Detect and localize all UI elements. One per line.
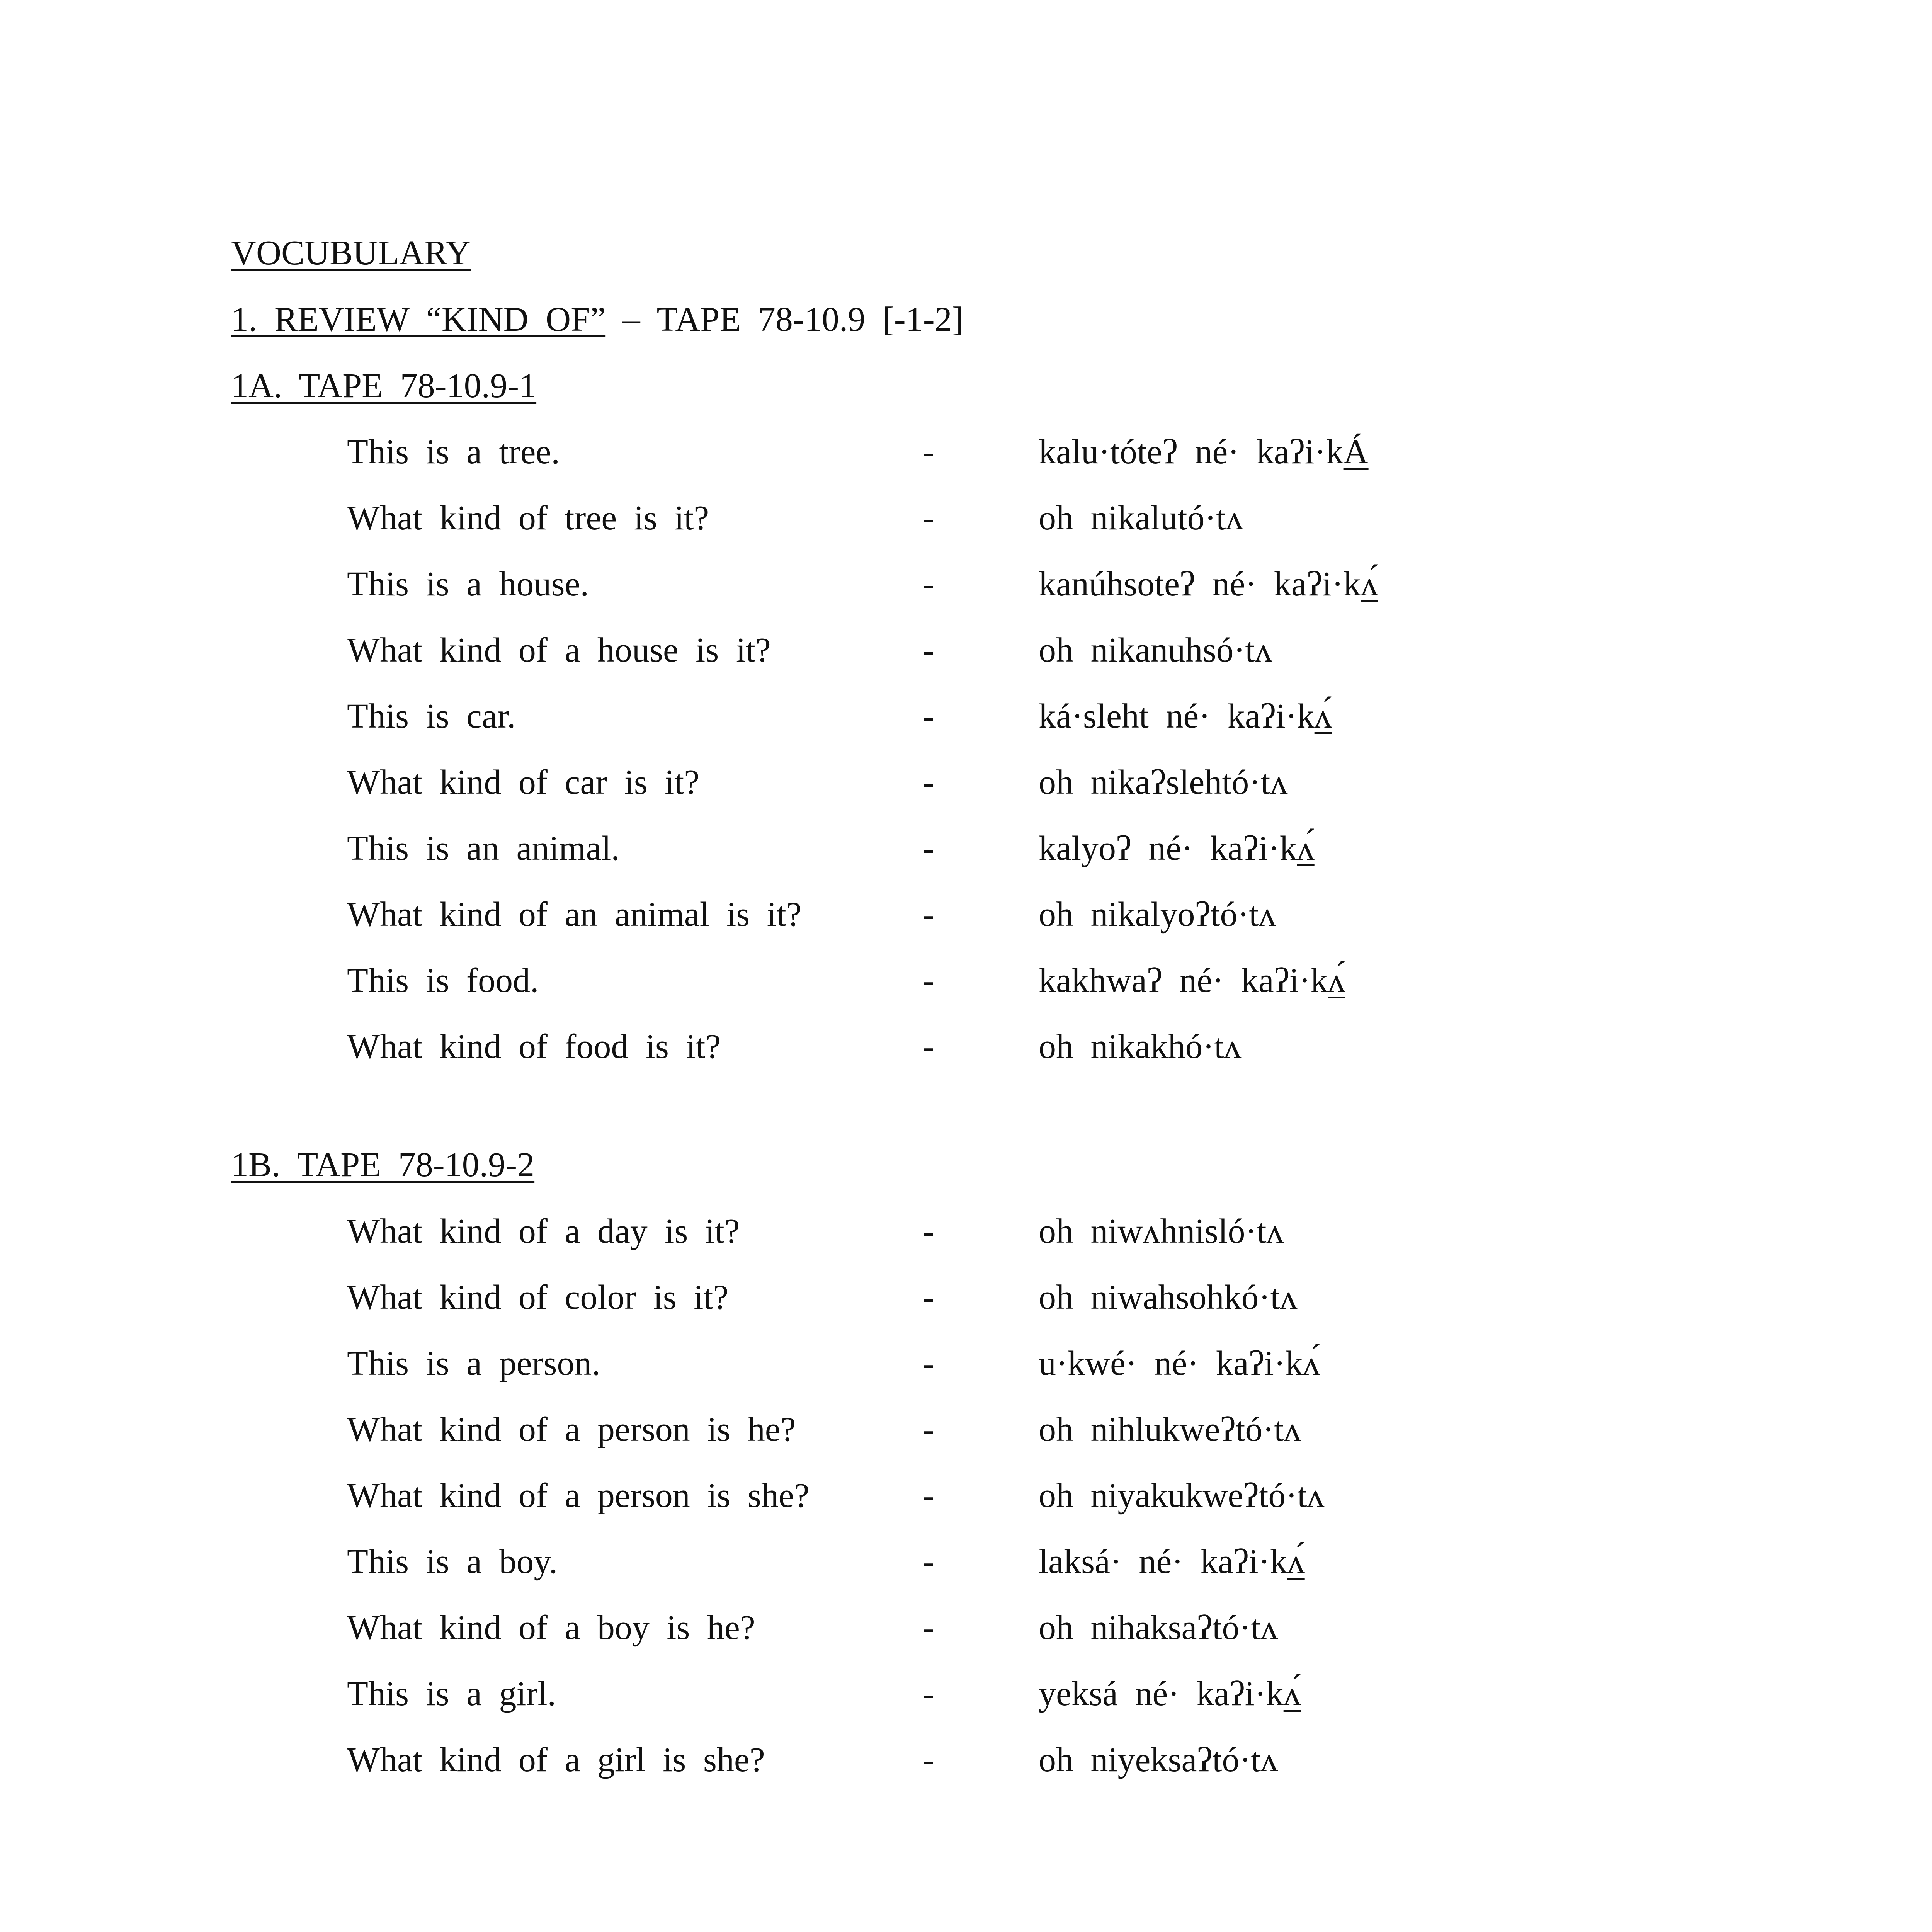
translation xyxy=(1039,827,1315,870)
translation xyxy=(1039,629,1272,672)
separator-dash: - xyxy=(923,1675,934,1713)
separator-dash: - xyxy=(923,1609,934,1647)
vocab-row xyxy=(0,1342,1932,1389)
translation-underlined-ending: ʌ́ xyxy=(1297,829,1315,867)
translation-text: kalyoʔ né· kaʔi·k xyxy=(1039,829,1297,867)
english-phrase: What kind of an animal is it? xyxy=(347,895,802,934)
vocab-row xyxy=(0,1276,1932,1323)
translation-text: oh nikalutó·tʌ xyxy=(1039,499,1243,537)
english-phrase: What kind of a person is she? xyxy=(347,1476,810,1515)
english-phrase: This is food. xyxy=(347,961,539,1000)
translation xyxy=(1039,497,1243,539)
separator-dash: - xyxy=(923,697,934,735)
vocab-row xyxy=(0,761,1932,808)
translation xyxy=(1039,1276,1297,1319)
translation-text: yeksá né· kaʔi·k xyxy=(1039,1675,1284,1713)
translation xyxy=(1039,431,1369,473)
english-phrase: This is a boy. xyxy=(347,1543,558,1581)
english-phrase: This is a girl. xyxy=(347,1675,556,1713)
translation xyxy=(1039,1408,1301,1451)
english-phrase: What kind of a boy is he? xyxy=(347,1609,755,1647)
translation xyxy=(1039,1342,1320,1385)
translation-text: laksá· né· kaʔi·k xyxy=(1039,1543,1287,1581)
translation xyxy=(1039,1739,1278,1781)
separator-dash: - xyxy=(923,565,934,603)
translation xyxy=(1039,893,1276,936)
vocab-row xyxy=(0,1607,1932,1653)
vocab-row xyxy=(0,431,1932,477)
separator-dash: - xyxy=(923,961,934,1000)
separator-dash: - xyxy=(923,1410,934,1449)
separator-dash: - xyxy=(923,433,934,471)
separator-dash: - xyxy=(923,1278,934,1316)
vocab-row xyxy=(0,1739,1932,1785)
separator-dash: - xyxy=(923,1741,934,1779)
vocab-row xyxy=(0,893,1932,940)
english-phrase: What kind of a person is he? xyxy=(347,1410,796,1449)
english-phrase: What kind of a girl is she? xyxy=(347,1741,765,1779)
translation-text: oh niwahsohkó·tʌ xyxy=(1039,1278,1298,1316)
vocab-row xyxy=(0,695,1932,742)
separator-dash: - xyxy=(923,499,934,537)
translation xyxy=(1039,1026,1241,1068)
english-phrase: What kind of car is it? xyxy=(347,763,700,801)
english-phrase: This is a tree. xyxy=(347,433,560,471)
separator-dash: - xyxy=(923,1543,934,1581)
vocab-row xyxy=(0,1026,1932,1072)
vocab-row xyxy=(0,1541,1932,1587)
translation-underlined-ending: ʌ́ xyxy=(1314,697,1332,735)
translation-text: oh nihaksaʔtó·tʌ xyxy=(1039,1609,1278,1647)
translation-underlined-ending: ʌ́ xyxy=(1283,1675,1301,1713)
section-heading-rest: – TAPE 78-10.9 [-1-2] xyxy=(605,300,964,338)
translation xyxy=(1039,695,1332,738)
translation-text: oh niwʌhnisló·tʌ xyxy=(1039,1212,1284,1250)
vocab-row xyxy=(0,1210,1932,1257)
separator-dash: - xyxy=(923,1212,934,1250)
vocab-row xyxy=(0,563,1932,609)
english-phrase: What kind of color is it? xyxy=(347,1278,729,1316)
separator-dash: - xyxy=(923,763,934,801)
translation-text: kakhwaʔ né· kaʔi·k xyxy=(1039,961,1328,1000)
english-phrase: This is an animal. xyxy=(347,829,620,867)
translation xyxy=(1039,563,1378,605)
translation-text: oh nikalyoʔtó·tʌ xyxy=(1039,895,1276,934)
english-phrase: This is car. xyxy=(347,697,516,735)
translation-text: oh nikakhó·tʌ xyxy=(1039,1027,1242,1066)
translation-underlined-ending: ʌ́ xyxy=(1361,565,1378,603)
translation-text: ká·sleht né· kaʔi·k xyxy=(1039,697,1315,735)
translation xyxy=(1039,1673,1301,1715)
vocab-row xyxy=(0,1408,1932,1455)
section-heading xyxy=(231,298,964,341)
english-phrase: This is a person. xyxy=(347,1344,600,1383)
translation-text: kanúhsoteʔ né· kaʔi·k xyxy=(1039,565,1361,603)
translation-underlined-ending: ʌ́ xyxy=(1328,961,1345,1000)
vocab-row xyxy=(0,827,1932,874)
separator-dash: - xyxy=(923,829,934,867)
translation xyxy=(1039,1541,1305,1583)
translation xyxy=(1039,1607,1278,1649)
english-phrase: What kind of food is it? xyxy=(347,1027,721,1066)
translation-text: u·kwé· né· kaʔi·kʌ́ xyxy=(1039,1344,1320,1383)
subsection-a-heading: 1A. TAPE 78-10.9-1 xyxy=(231,367,537,405)
translation xyxy=(1039,959,1345,1002)
separator-dash: - xyxy=(923,1027,934,1066)
translation xyxy=(1039,1210,1284,1253)
separator-dash: - xyxy=(923,895,934,934)
separator-dash: - xyxy=(923,1476,934,1515)
translation-underlined-ending: ʌ́ xyxy=(1287,1543,1305,1581)
vocab-row xyxy=(0,959,1932,1006)
english-phrase: What kind of a house is it? xyxy=(347,631,771,669)
section-heading-underlined: 1. REVIEW “KIND OF” xyxy=(231,300,606,338)
english-phrase: What kind of tree is it? xyxy=(347,499,709,537)
vocab-row xyxy=(0,629,1932,675)
vocab-row xyxy=(0,1673,1932,1719)
separator-dash: - xyxy=(923,631,934,669)
english-phrase: This is a house. xyxy=(347,565,589,603)
translation-text: oh nikaʔslehtó·tʌ xyxy=(1039,763,1288,801)
translation-text: oh niyakukweʔtó·tʌ xyxy=(1039,1476,1325,1515)
translation xyxy=(1039,761,1287,804)
separator-dash: - xyxy=(923,1344,934,1383)
document-title: VOCUBULARY xyxy=(231,234,471,272)
translation-text: oh niyeksaʔtó·tʌ xyxy=(1039,1741,1278,1779)
translation-underlined-ending: Á xyxy=(1343,433,1369,471)
translation-text: kalu·tóteʔ né· kaʔi·k xyxy=(1039,433,1344,471)
subsection-b-heading: 1B. TAPE 78-10.9-2 xyxy=(231,1146,535,1184)
translation-text: oh nihlukweʔtó·tʌ xyxy=(1039,1410,1301,1449)
translation xyxy=(1039,1475,1324,1517)
vocab-row xyxy=(0,497,1932,543)
vocab-row xyxy=(0,1475,1932,1521)
english-phrase: What kind of a day is it? xyxy=(347,1212,740,1250)
translation-text: oh nikanuhsó·tʌ xyxy=(1039,631,1272,669)
